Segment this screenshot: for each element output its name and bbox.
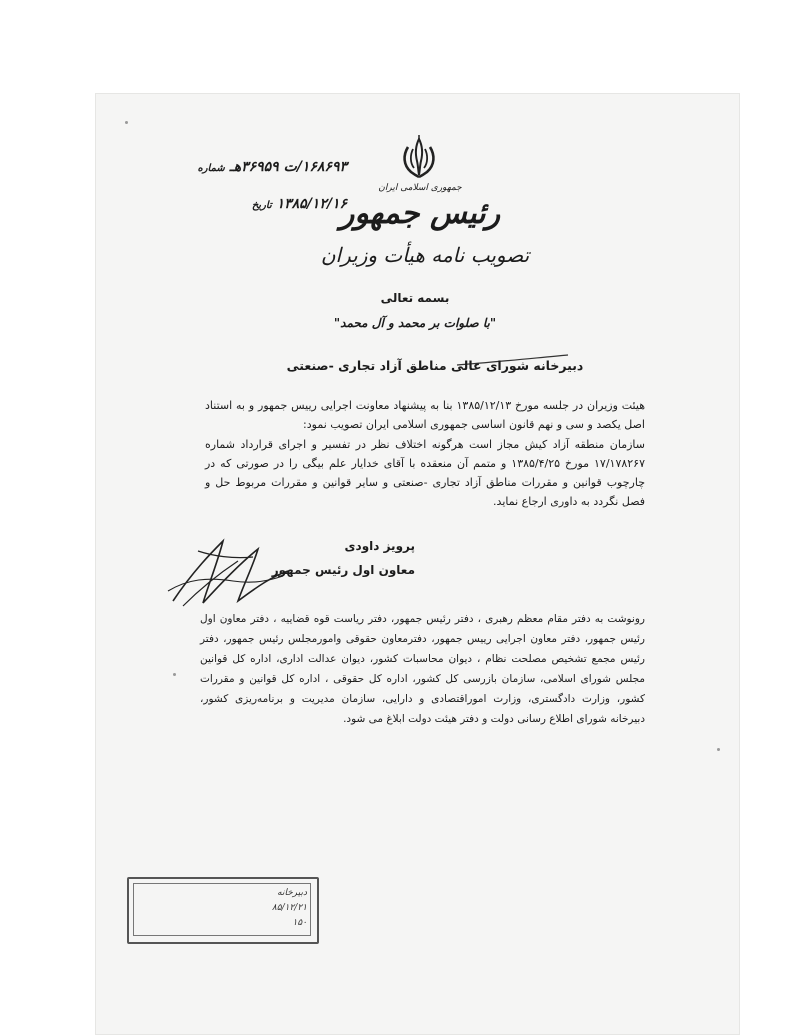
reference-date-value: ۱۳۸۵/۱۲/۱۶: [276, 196, 347, 212]
stamp-line: ۸۵/۱۲/۲۱: [271, 903, 307, 913]
iran-emblem-icon: [398, 135, 440, 181]
org-name: جمهوری اسلامی ایران: [378, 183, 462, 193]
basmala: بسمه تعالی: [380, 291, 450, 305]
scan-speck: [173, 673, 176, 676]
stamp-line: ۱۵۰: [292, 918, 307, 928]
scanned-document-page: [95, 93, 740, 1035]
signatory-name: پرویز داودی: [344, 539, 415, 553]
signatory-title: معاون اول رئیس جمهور: [271, 563, 415, 577]
scan-speck: [717, 748, 720, 751]
body-paragraph: هیئت وزیران در جلسه مورخ ۱۳۸۵/۱۲/۱۳ بنا به پیشنهاد معاونت اجرایی رییس جمهور و به استناد اصل یکصد و سی و نهم قانون اساسی جمهوری اسلامی ایران تصویب نمود:: [205, 399, 645, 431]
reference-number-value: ۱۶۸۶۹۳/ت ۳۶۹۵۹هـ: [229, 159, 347, 175]
reference-date-label: تاریخ: [251, 200, 272, 211]
registry-stamp: [127, 877, 319, 944]
body-paragraph: سازمان منطقه آزاد کیش مجاز است هرگونه اختلاف نظر در تفسیر و اجرای قرارداد شماره ۱۷/۱۷۸۲۶۷ مورخ ۱۳۸۵/۴/۲۵ و متمم آن منعقده با آقای خدایار علم بیگی را در صورتی که در چارچوب قوانین و مقررات مناطق آزاد تجاری -صنعتی و سایر قوانین و مقررات مربوط حل و فصل نگردد به داوری ارجاع نماید.: [205, 438, 645, 508]
scan-speck: [125, 121, 128, 124]
reference-date: [147, 196, 347, 212]
salawat: "با صلوات بر محمد و آل محمد": [333, 316, 497, 330]
reference-number-label: شماره: [197, 163, 225, 174]
stamp-inner-frame: [133, 883, 311, 936]
decree-body: [205, 396, 645, 512]
office-title: رئیس جمهور: [339, 196, 501, 231]
recipient: دبیرخانه شورای عالی مناطق آزاد تجاری -صنعتی: [286, 358, 584, 373]
document-type-title: تصویب نامه هیأت وزیران: [320, 243, 530, 267]
stamp-line: دبیرخانه: [277, 888, 307, 898]
carbon-copy-list: رونوشت به دفتر مقام معظم رهبری ، دفتر رئیس جمهور، دفتر ریاست قوه قضاییه ، دفتر معاون اول رئیس جمهور، دفتر معاون اجرایی رییس جمهور، دفترمعاون حقوقی وامورمجلس رئیس جمهور، دفتر رئیس مجمع تشخیص مصلحت نظام ، دیوان محاسبات کشور، دیوان عدالت اداری، اداره کل قوانین مجلس شورای اسلامی، سازمان بازرسی کل کشور، اداره کل حقوقی ، اداره کل قوانین و مقررات کشور، وزارت دادگستری، وزارت اموراقتصادی و دارایی، سازمان مدیریت و برنامه‌ریزی کشور، دبیرخانه شورای اطلاع رسانی دولت و دفتر هیئت دولت ابلاغ می شود.: [200, 613, 645, 725]
reference-number: [147, 159, 347, 175]
